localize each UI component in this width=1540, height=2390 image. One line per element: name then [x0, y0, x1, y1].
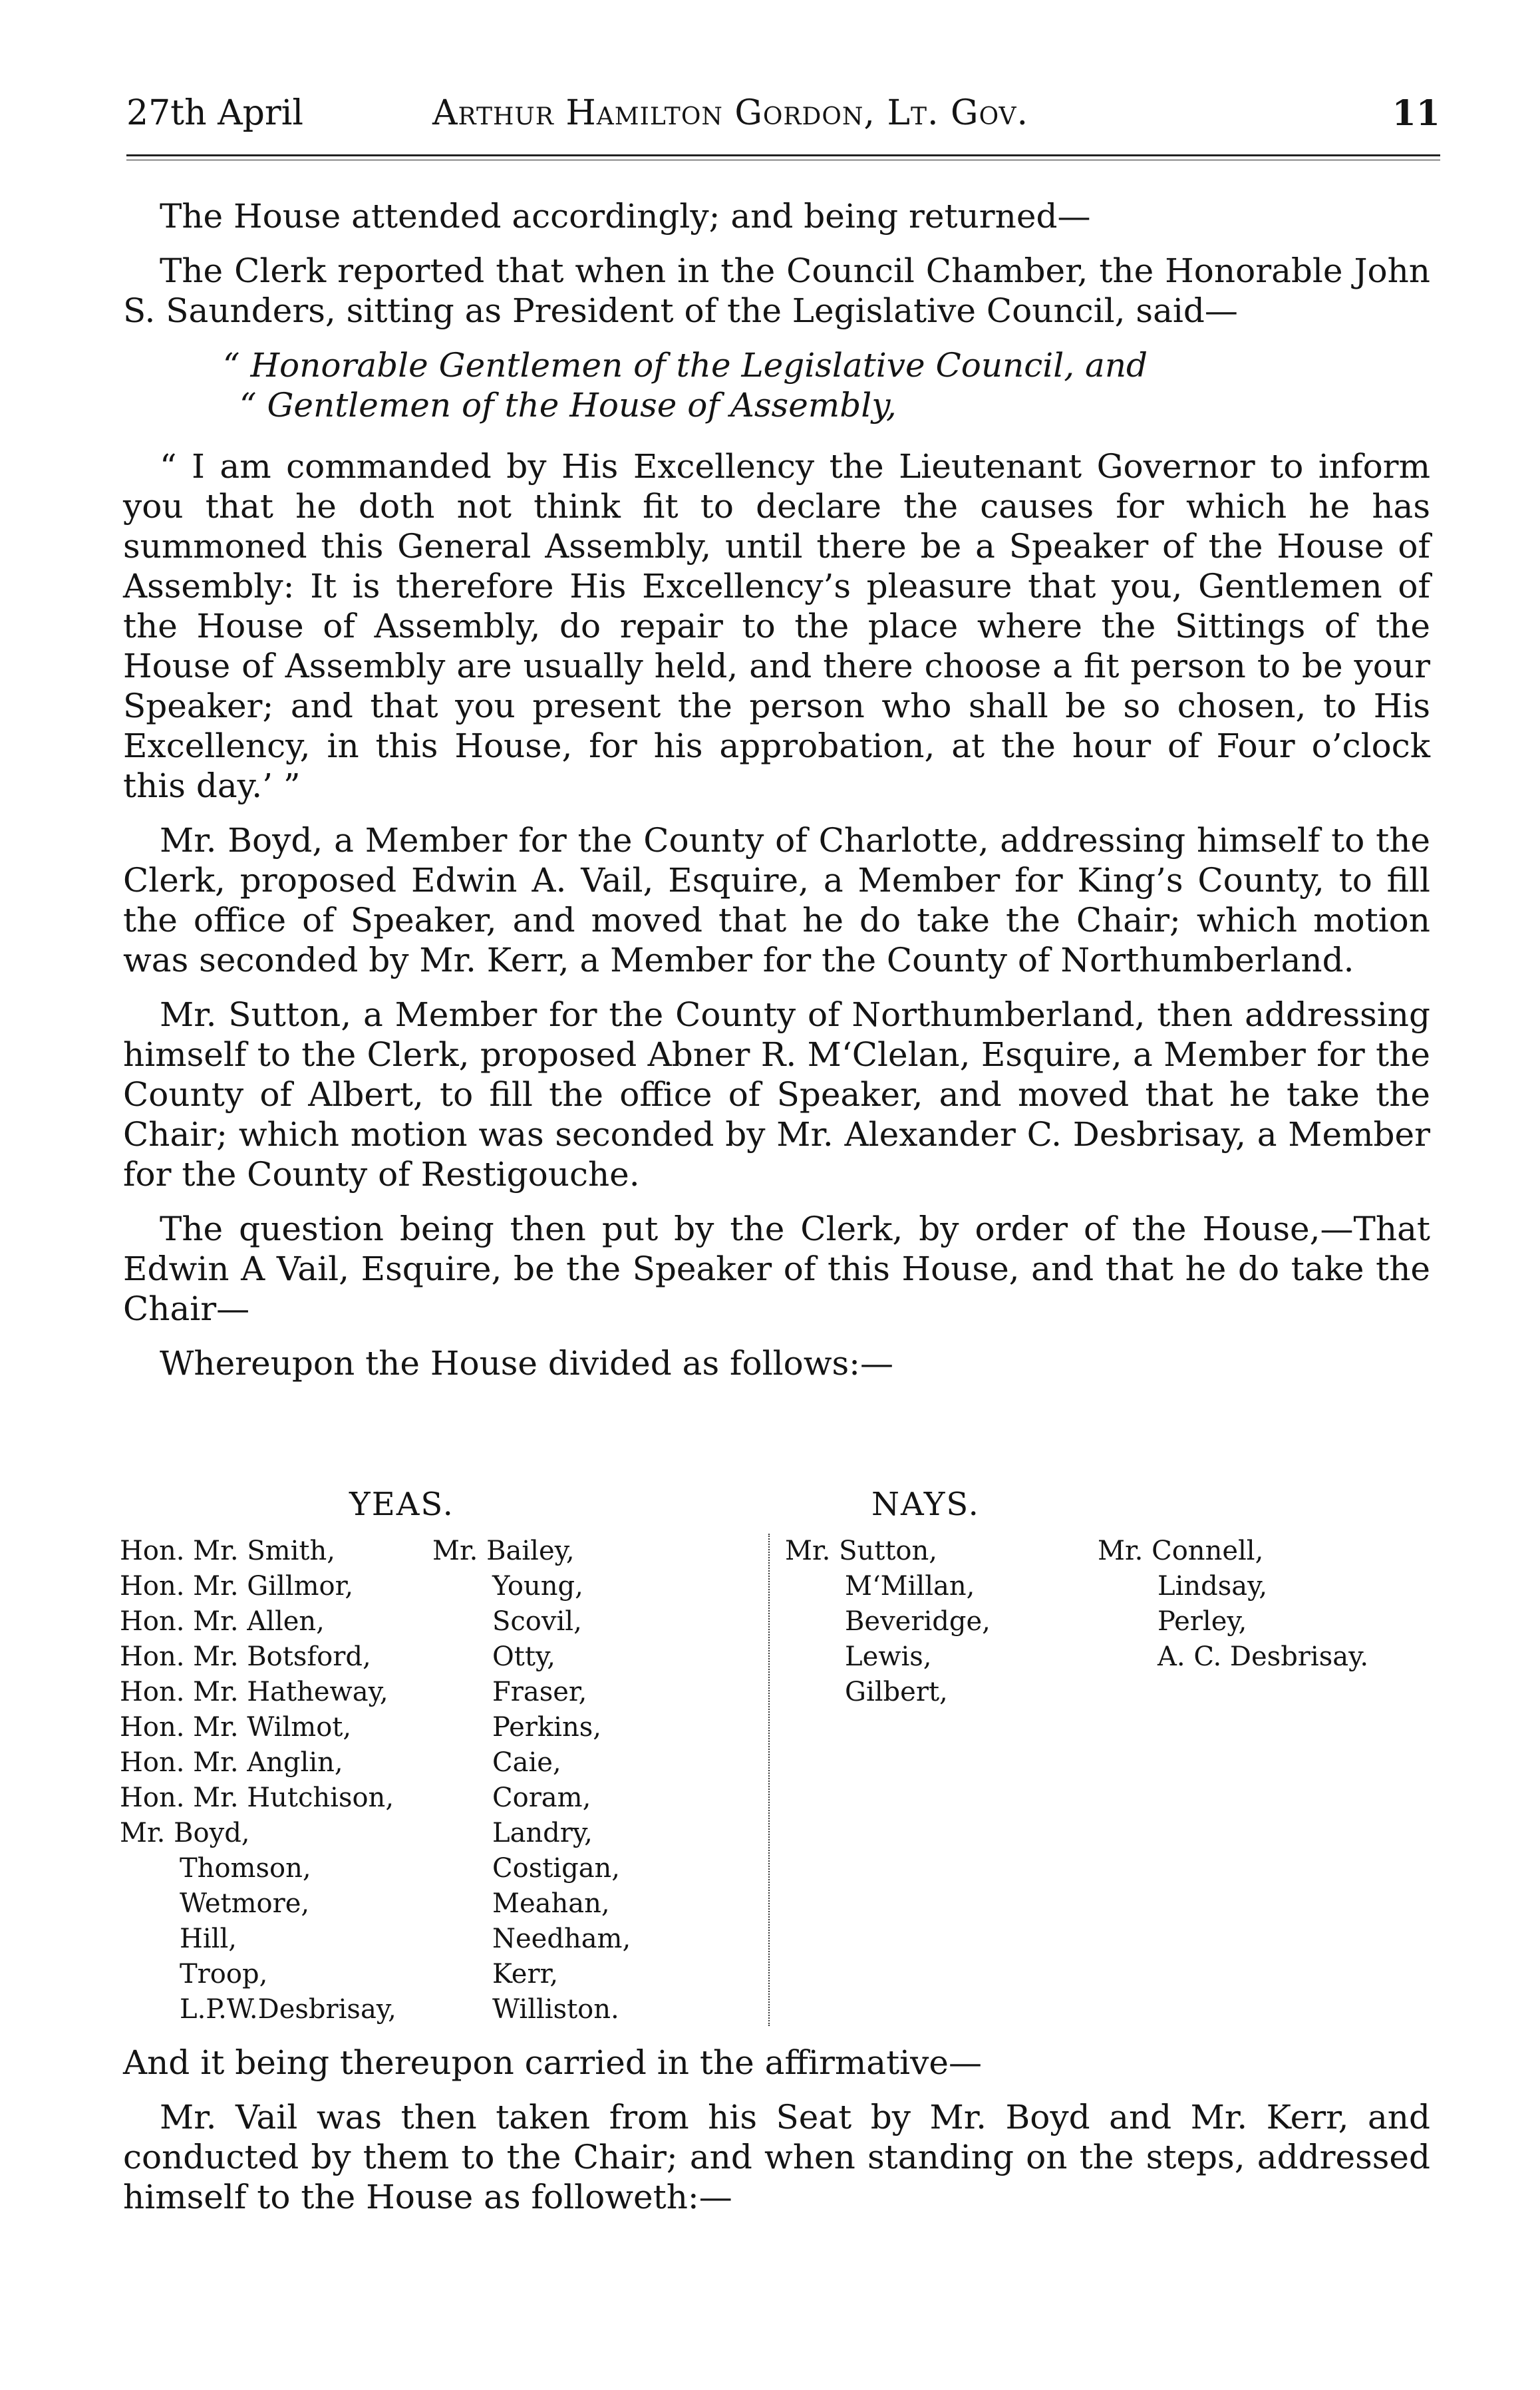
member-name: Thomson, [180, 1853, 311, 1884]
member-name: Hon. Mr. Gillmor, [120, 1571, 354, 1602]
column-divider [768, 1534, 770, 2026]
member-name: Mr. Connell, [1098, 1536, 1264, 1566]
header-rule [126, 154, 1440, 156]
paragraph-clerk-report: The Clerk reported that when in the Council Chamber, the Honorable John S. Saunders, sitting as President of the Legislative Council, said— [123, 252, 1430, 330]
member-name: Lewis, [845, 1641, 932, 1672]
address-line-council: “ Honorable Gentlemen of the Legislative Council, and [223, 346, 1148, 385]
header-date: 27th April [126, 93, 304, 133]
member-name: Troop, [180, 1959, 268, 1989]
member-name: Hon. Mr. Smith, [120, 1536, 335, 1566]
paragraph-attended: The House attended accordingly; and being returned— [160, 197, 1091, 236]
member-name: Needham, [492, 1924, 631, 1954]
yeas-heading: YEAS. [349, 1486, 454, 1523]
division-list [120, 1486, 1450, 2025]
member-name: Hon. Mr. Anglin, [120, 1747, 343, 1778]
member-name: Mr. Bailey, [432, 1536, 575, 1566]
header-title: Arthur Hamilton Gordon, Lt. Gov. [432, 93, 1029, 133]
member-name: Perley, [1157, 1606, 1247, 1637]
member-name: Perkins, [492, 1712, 601, 1743]
paragraph-boyd-motion: Mr. Boyd, a Member for the County of Charlotte, addressing himself to the Clerk, proposed Edwin A. Vail, Esquire, a Member for King’s County, to fill the office of Speaker, and moved that he do take the Chair; which motion was seconded by Mr. Kerr, a Member for the County of Northumberland. [123, 821, 1430, 979]
member-name: Coram, [492, 1783, 591, 1813]
member-name: Mr. Sutton, [785, 1536, 937, 1566]
member-name: Hon. Mr. Hutchison, [120, 1783, 394, 1813]
member-name: Beveridge, [845, 1606, 991, 1637]
body-text [123, 196, 1430, 1398]
paragraph-division-intro: Whereupon the House divided as follows:— [160, 1344, 894, 1383]
paragraph-question: The question being then put by the Clerk, by order of the House,—That Edwin A Vail, Esquire, be the Speaker of this House, and that he do take the Chair— [123, 1210, 1430, 1328]
nays-heading: NAYS. [871, 1486, 980, 1523]
member-name: Meahan, [492, 1888, 610, 1919]
member-name: Caie, [492, 1747, 561, 1778]
member-name: Fraser, [492, 1677, 587, 1707]
member-name: Otty, [492, 1641, 555, 1672]
running-header [126, 93, 1440, 146]
member-name: M‘Millan, [845, 1571, 975, 1602]
member-name: A. C. Desbrisay. [1157, 1641, 1369, 1672]
member-name: Hon. Mr. Botsford, [120, 1641, 371, 1672]
member-name: Kerr, [492, 1959, 559, 1989]
member-name: Costigan, [492, 1853, 621, 1884]
member-name: Young, [492, 1571, 583, 1602]
paragraph-affirmative: And it being thereupon carried in the affirmative— [123, 2043, 982, 2082]
member-name: Wetmore, [180, 1888, 310, 1919]
member-name: Lindsay, [1157, 1571, 1268, 1602]
member-name: L.P.W.Desbrisay, [180, 1994, 396, 2025]
nays-column-1 [785, 1534, 991, 1710]
paragraph-governor-message: “ I am commanded by His Excellency the Lieutenant Governor to inform you that he doth not think fit to declare the causes for which he has summoned this General Assembly, until there be a Speaker of the House of Assembly: It is therefore His Excellency’s pleasure that you, Gentlemen of the House of Assembly, do repair to the place where the Sittings of the House of Assembly are usually held, and there choose a fit person to be your Speaker; and that you present the person who shall be so chosen, to His Excellency, in this House, for his approbation, at the hour of Four o’clock this day.’ ” [123, 447, 1430, 805]
member-name: Scovil, [492, 1606, 582, 1637]
address-line-assembly: “ Gentlemen of the House of Assembly, [239, 386, 897, 425]
member-name: Landry, [492, 1818, 593, 1848]
yeas-column-1 [120, 1534, 396, 2027]
member-name: Williston. [492, 1994, 619, 2025]
member-name: Mr. Boyd, [120, 1818, 250, 1848]
member-name: Hill, [180, 1924, 237, 1954]
member-name: Hon. Mr. Hatheway, [120, 1677, 388, 1707]
nays-column-2 [1098, 1534, 1368, 1675]
paragraph-sutton-motion: Mr. Sutton, a Member for the County of Northumberland, then addressing himself to the Clerk, proposed Abner R. M‘Clelan, Esquire, a Member for the County of Albert, to fill the office of Speaker, and moved that he take the Chair; which motion was seconded by Mr. Alexander C. Desbrisay, a Member for the County of Restigouche. [123, 995, 1430, 1194]
closing-text [123, 2043, 1430, 2232]
member-name: Gilbert, [845, 1677, 948, 1707]
yeas-column-2 [432, 1534, 631, 2027]
member-name: Hon. Mr. Allen, [120, 1606, 325, 1637]
paragraph-vail-seated: Mr. Vail was then taken from his Seat by Mr. Boyd and Mr. Kerr, and conducted by them to the Chair; and when standing on the steps, addressed himself to the House as followeth:— [123, 2098, 1430, 2216]
member-name: Hon. Mr. Wilmot, [120, 1712, 352, 1743]
page-number: 11 [1392, 93, 1440, 134]
